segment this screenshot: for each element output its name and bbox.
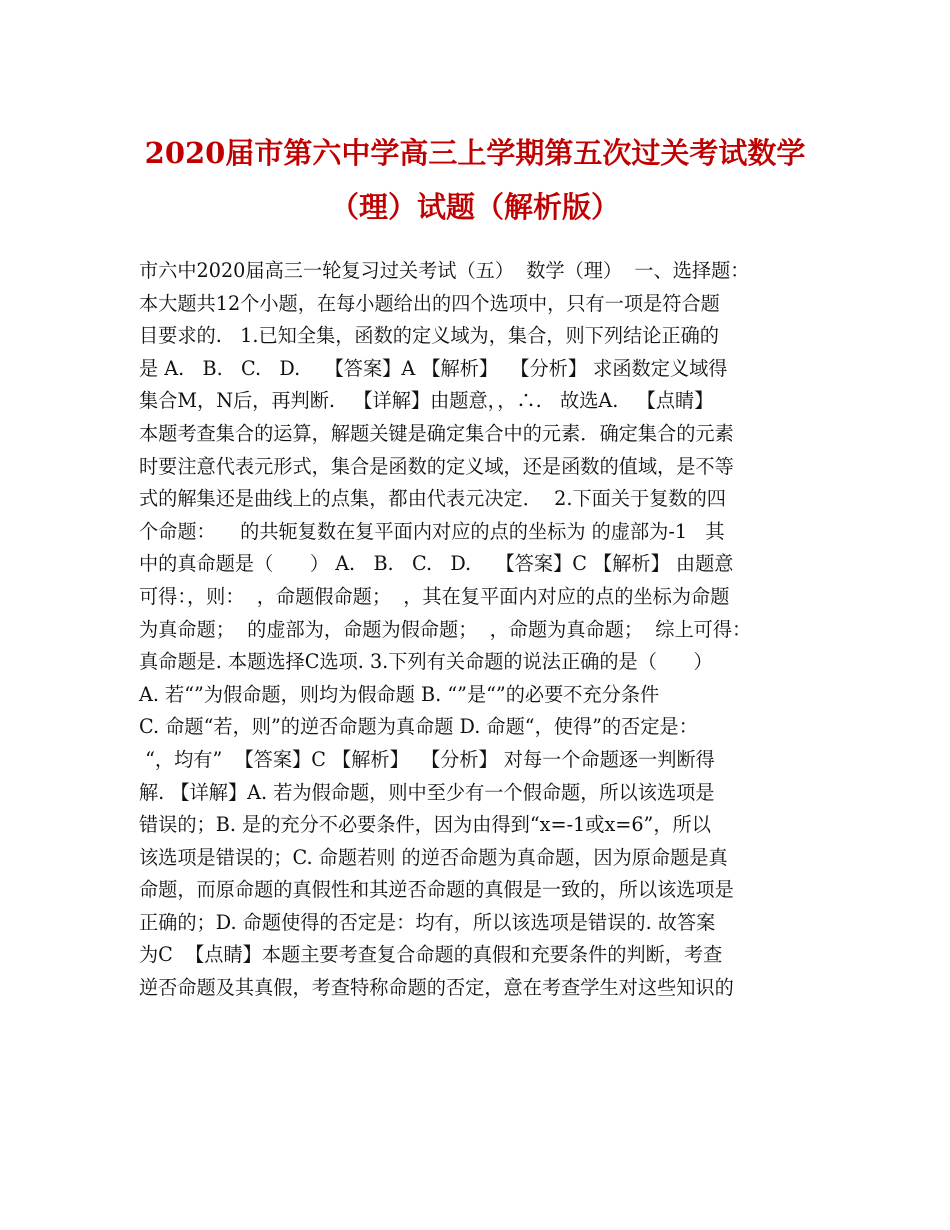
- body-line: 市六中2020届高三一轮复习过关考试（五） 数学（理） 一、选择题：: [139, 259, 750, 282]
- body-line: 是 A. B. C. D. 【答案】A 【解析】 【分析】 求函数定义域得: [139, 356, 728, 380]
- body-line: 可得：，则： ，命题假命题； ，其在复平面内对应的点的坐标为命题: [139, 584, 730, 608]
- body-line: 式的解集还是曲线上的点集，都由代表元决定． 2.下面关于复数的四: [139, 487, 726, 511]
- body-line: 本题考查集合的运算，解题关键是确定集合中的元素．确定集合的元素: [139, 421, 734, 445]
- title-line-2: （理）试题（解析版）: [329, 190, 620, 224]
- body-line: 目要求的. 1.已知全集，函数的定义域为，集合，则下列结论正确的: [139, 324, 719, 348]
- body-line: 解. 【详解】A. 若为假命题，则中至少有一个假命题，所以该选项是: [139, 780, 715, 804]
- body-line: C. 命题“若，则”的逆否命题为真命题 D. 命题“，使得”的否定是：: [139, 715, 698, 739]
- document-body: [139, 255, 819, 1005]
- body-line: 逆否命题及其真假，考查特称命题的否定，意在考查学生对这些知识的: [139, 976, 734, 1000]
- body-line: 为C 【点睛】本题主要考查复合命题的真假和充要条件的判断，考查: [139, 943, 723, 967]
- body-line: “，均有” 【答案】C 【解析】 【分析】 对每一个命题逐一判断得: [139, 747, 715, 771]
- body-line: 时要注意代表元形式，集合是函数的定义域，还是函数的值域，是不等: [139, 454, 734, 478]
- title-line-1: 2020届市第六中学高三上学期第五次过关考试数学: [144, 136, 806, 170]
- document-title: [100, 126, 850, 234]
- body-line: 中的真命题是（ ） A. B. C. D. 【答案】C 【解析】 由题意: [139, 552, 734, 576]
- body-line: 本大题共12个小题，在每小题给出的四个选项中，只有一项是符合题: [139, 291, 720, 315]
- body-line: 该选项是错误的；C. 命题若则 的逆否命题为真命题，因为原命题是真: [139, 845, 728, 869]
- body-line: 真命题是. 本题选择C选项. 3.下列有关命题的说法正确的是（ ）: [139, 650, 713, 674]
- body-line: A. 若“”为假命题，则均为假命题 B. “”是“”的必要不充分条件: [139, 682, 660, 706]
- body-line: 命题，而原命题的真假性和其逆否命题的真假是一致的，所以该选项是: [139, 878, 734, 902]
- body-line: 正确的；D. 命题使得的否定是：均有，所以该选项是错误的. 故答案: [139, 910, 716, 934]
- body-line: 为真命题； 的虚部为，命题为假命题； ，命题为真命题； 综上可得：: [139, 617, 752, 641]
- body-line: 错误的；B. 是的充分不必要条件，因为由得到“x=-1或x=6”，所以: [139, 813, 711, 837]
- body-line: 个命题： 的共轭复数在复平面内对应的点的坐标为 的虚部为-1 其: [139, 519, 725, 543]
- body-line: 集合M，N后，再判断. 【详解】由题意，，∴. 故选A. 【点睛】: [139, 389, 714, 413]
